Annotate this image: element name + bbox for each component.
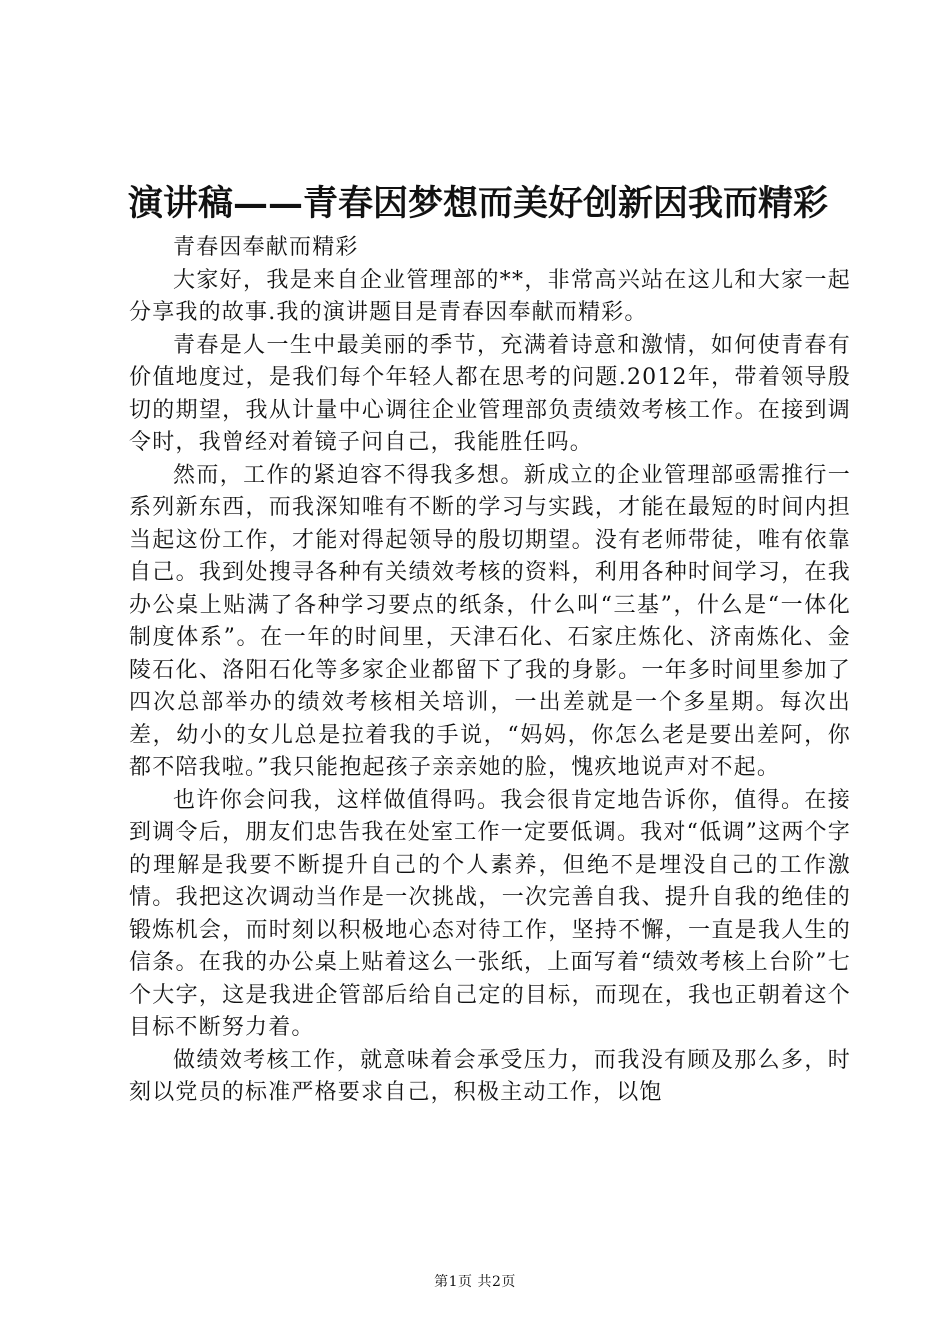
paragraph: 然而，工作的紧迫容不得我多想。新成立的企业管理部亟需推行一系列新东西，而我深知唯有不断的学习与实践，才能在最短的时间内担当起这份工作，才能对得起领导的殷切期望。没有老师带徒，唯有依靠自己。我到处搜寻各种有关绩效考核的资料，利用各种时间学习，在我办公桌上贴满了各种学习要点的纸条，什么叫“三基”，什么是“一体化制度体系”。在一年的时间里，天津石化、石家庄炼化、济南炼化、金陵石化、洛阳石化等多家企业都留下了我的身影。一年多时间里参加了四次总部举办的绩效考核相关培训，一出差就是一个多星期。每次出差，幼小的女儿总是拉着我的手说，“妈妈，你怎么老是要出差阿，你都不陪我啦。”我只能抱起孩子亲亲她的脸，愧疚地说声对不起。: [129, 462, 851, 780]
paragraph: 大家好，我是来自企业管理部的**，非常高兴站在这儿和大家一起分享我的故事.我的演讲题目是青春因奉献而精彩。: [129, 267, 851, 325]
paragraph: 青春是人一生中最美丽的季节，充满着诗意和激情，如何使青春有价值地度过，是我们每个年轻人都在思考的问题.2012年，带着领导殷切的期望，我从计量中心调往企业管理部负责绩效考核工作。在接到调令时，我曾经对着镜子问自己，我能胜任吗。: [129, 332, 851, 455]
paragraph: 做绩效考核工作，就意味着会承受压力，而我没有顾及那么多，时刻以党员的标准严格要求自己，积极主动工作，以饱: [129, 1047, 851, 1105]
document-body: [129, 232, 851, 1110]
document-title: 演讲稿——青春因梦想而美好创新因我而精彩: [128, 183, 829, 224]
paragraph-subtitle: 青春因奉献而精彩: [173, 235, 359, 260]
page-number-footer: 第1页 共2页: [434, 1274, 516, 1290]
paragraph: 也许你会问我，这样做值得吗。我会很肯定地告诉你，值得。在接到调令后，朋友们忠告我在处室工作一定要低调。我对“低调”这两个字的理解是我要不断提升自己的个人素养，但绝不是埋没自己的工作激情。我把这次调动当作是一次挑战，一次完善自我、提升自我的绝佳的锻炼机会，而时刻以积极地心态对待工作，坚持不懈，一直是我人生的信条。在我的办公桌上贴着这么一张纸，上面写着“绩效考核上台阶”七个大字，这是我进企管部后给自己定的目标，而现在，我也正朝着这个目标不断努力着。: [129, 787, 851, 1040]
